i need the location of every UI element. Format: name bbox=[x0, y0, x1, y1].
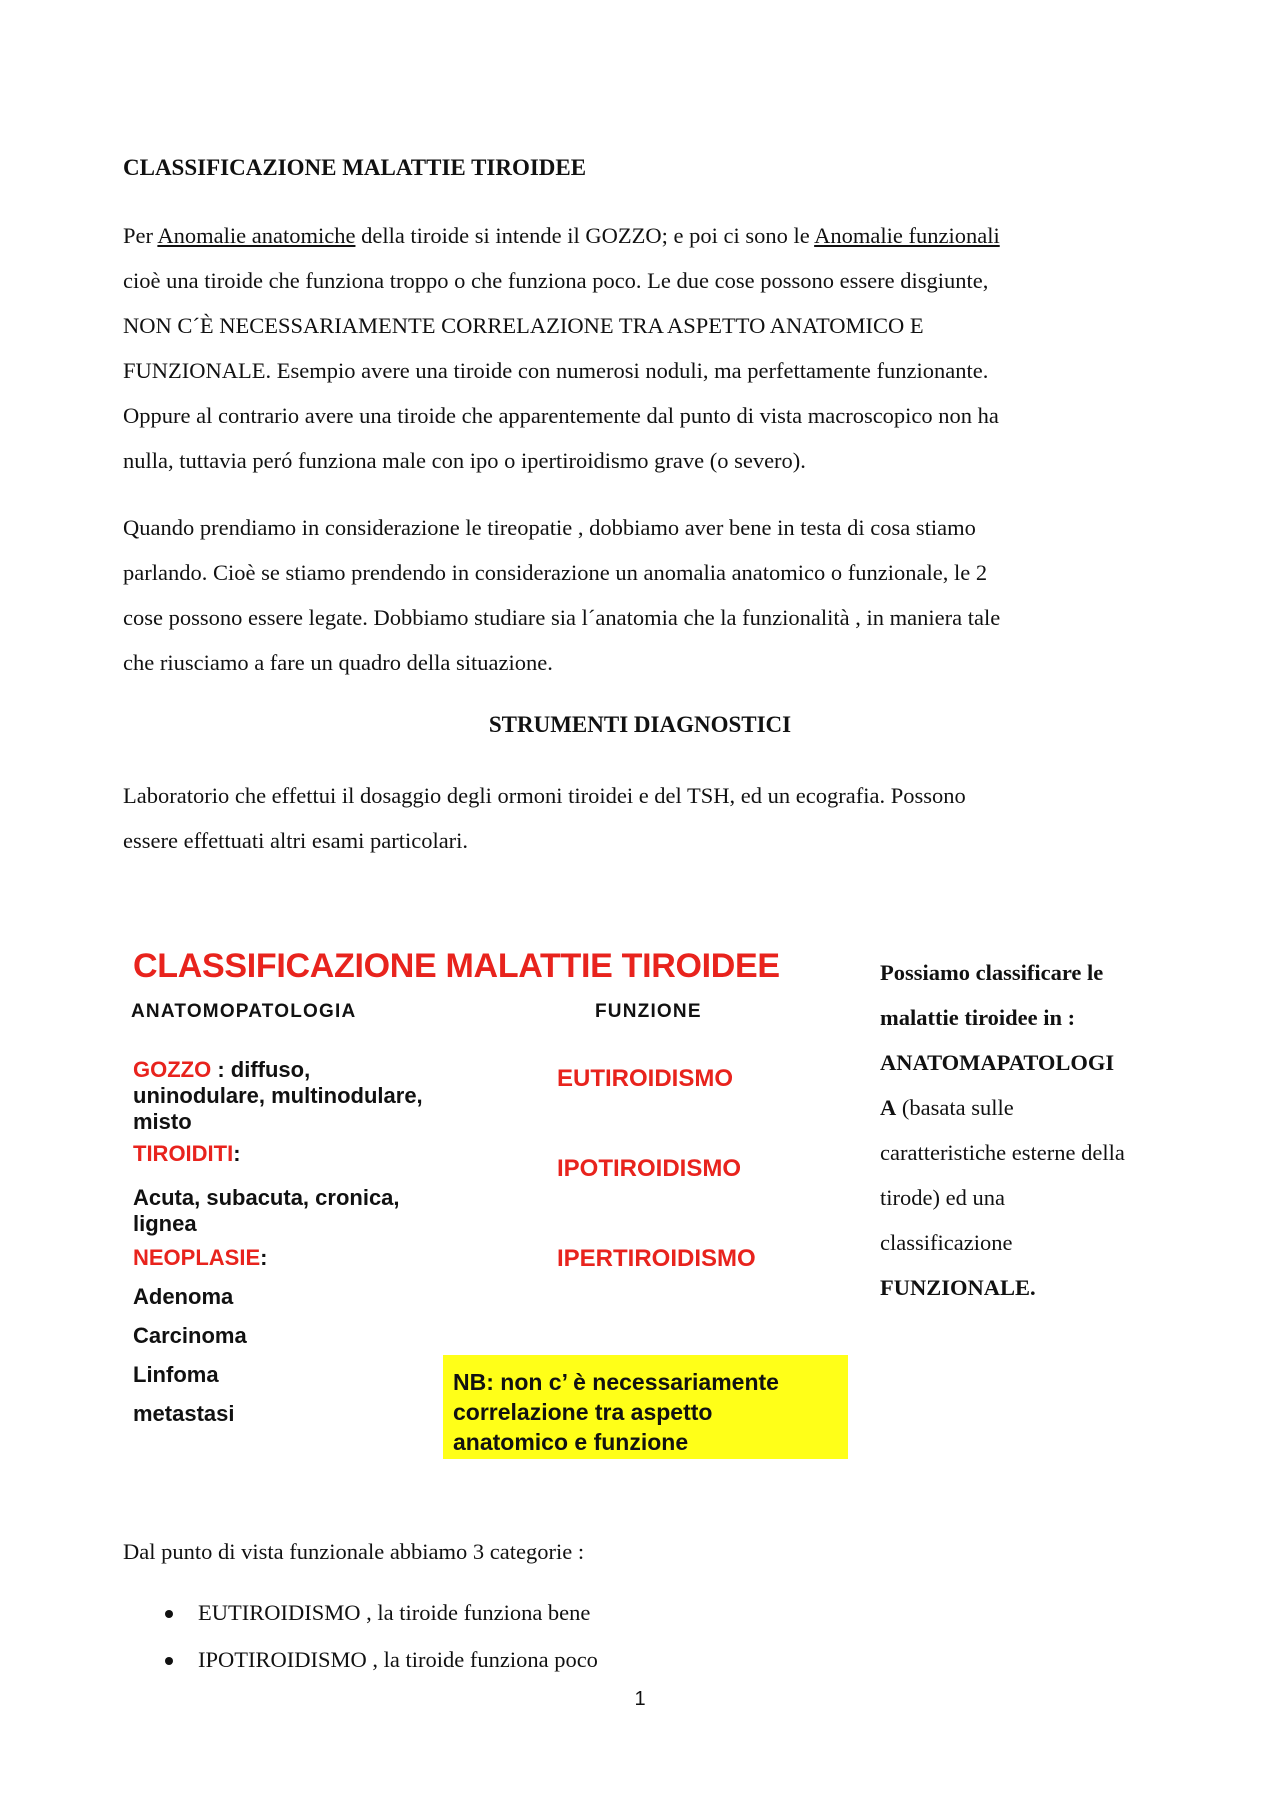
bullet-icon bbox=[165, 1610, 173, 1618]
page-number: 1 bbox=[634, 1688, 646, 1710]
paragraph-tireopatie bbox=[123, 505, 1163, 685]
paragraph-categories bbox=[123, 1529, 1163, 1574]
paragraph-line: essere effettuati altri esami particolari. bbox=[123, 828, 469, 853]
note-line: correlazione tra aspetto bbox=[453, 1399, 713, 1425]
tiroiditi-types: lignea bbox=[133, 1211, 197, 1236]
text-run: A bbox=[880, 1095, 897, 1120]
bullet-text: IPOTIROIDISMO , la tiroide funziona poco bbox=[198, 1647, 598, 1672]
paragraph-line: FUNZIONALE. Esempio avere una tiroide con numerosi noduli, ma perfettamente funzionante. bbox=[123, 358, 989, 383]
paragraph-line: Dal punto di vista funzionale abbiamo 3 categorie : bbox=[123, 1539, 585, 1564]
classification-slide bbox=[123, 935, 863, 1475]
side-line: caratteristiche esterne della bbox=[880, 1140, 1125, 1165]
paragraph-line: Oppure al contrario avere una tiroide che apparentemente dal punto di vista macroscopico non ha bbox=[123, 403, 999, 428]
text-run: (basata sulle bbox=[896, 1095, 1014, 1120]
paragraph-line: cose possono essere legate. Dobbiamo studiare sia l´anatomia che la funzionalità , in maniera tale bbox=[123, 605, 1001, 630]
tiroiditi-label: TIROIDITI bbox=[133, 1141, 234, 1166]
paragraph-line: nulla, tuttavia peró funziona male con ipo o ipertiroidismo grave (o severo). bbox=[123, 448, 806, 473]
side-explanation bbox=[880, 950, 1180, 1310]
note-line: NB: non c’ è necessariamente bbox=[453, 1369, 779, 1395]
note-text bbox=[453, 1367, 779, 1457]
neoplasie-label: NEOPLASIE bbox=[133, 1245, 261, 1270]
paragraph-line: NON C´È NECESSARIAMENTE CORRELAZIONE TRA ASPETTO ANATOMICO E bbox=[123, 313, 924, 338]
gozzo-desc: uninodulare, multinodulare, bbox=[133, 1083, 423, 1108]
label-colon: : bbox=[260, 1245, 268, 1270]
slide-title: CLASSIFICAZIONE MALATTIE TIROIDEE bbox=[133, 947, 780, 985]
text-run: Per bbox=[123, 223, 158, 248]
gozzo-desc: misto bbox=[133, 1109, 192, 1134]
side-line bbox=[880, 1085, 1180, 1130]
paragraph-line: parlando. Cioè se stiamo prendendo in considerazione un anomalia anatomico o funzionale, le 2 bbox=[123, 560, 988, 585]
side-line: classificazione bbox=[880, 1230, 1013, 1255]
neoplasia-item: Carcinoma bbox=[133, 1323, 247, 1348]
side-line: FUNZIONALE. bbox=[880, 1275, 1036, 1300]
side-line: Possiamo classificare le bbox=[880, 960, 1104, 985]
gozzo-label: GOZZO bbox=[133, 1057, 212, 1082]
gozzo-desc: : diffuso, bbox=[211, 1057, 311, 1082]
neoplasia-item: Linfoma bbox=[133, 1362, 219, 1387]
paragraph-diagnostics bbox=[123, 773, 1163, 863]
side-line: malattie tiroidee in : bbox=[880, 1005, 1076, 1030]
gozzo-entry bbox=[133, 1057, 423, 1135]
underlined-term-anatomical: Anomalie anatomiche bbox=[157, 223, 356, 248]
paragraph-line: cioè una tiroide che funziona troppo o che funziona poco. Le due cose possono essere disgiunte, bbox=[123, 268, 989, 293]
note-box bbox=[443, 1355, 848, 1459]
neoplasia-item: Adenoma bbox=[133, 1284, 234, 1309]
text-run: della tiroide si intende il GOZZO; e poi ci sono le bbox=[355, 223, 815, 248]
neoplasie-label-line bbox=[133, 1245, 267, 1271]
bullet-text: EUTIROIDISMO , la tiroide funziona bene bbox=[198, 1600, 591, 1625]
paragraph-line bbox=[123, 213, 1163, 258]
column-header-anatomopathology: ANATOMOPATOLOGIA bbox=[131, 1001, 357, 1022]
tiroiditi-types: Acuta, subacuta, cronica, bbox=[133, 1185, 400, 1210]
paragraph-anomalies bbox=[123, 213, 1163, 483]
section-title: STRUMENTI DIAGNOSTICI bbox=[488, 712, 792, 737]
document-title: CLASSIFICAZIONE MALATTIE TIROIDEE bbox=[123, 155, 587, 180]
tiroiditi-label-line bbox=[133, 1141, 241, 1167]
paragraph-line: che riusciamo a fare un quadro della situazione. bbox=[123, 650, 553, 675]
function-item-ipertiroidismo: IPERTIROIDISMO bbox=[557, 1245, 756, 1272]
note-line: anatomico e funzione bbox=[453, 1429, 689, 1455]
label-colon: : bbox=[233, 1141, 241, 1166]
paragraph-line: Laboratorio che effettui il dosaggio degli ormoni tiroidei e del TSH, ed un ecografia. Possono bbox=[123, 783, 966, 808]
neoplasia-item: metastasi bbox=[133, 1401, 235, 1426]
bullet-icon bbox=[165, 1657, 173, 1665]
underlined-term-functional: Anomalie funzionali bbox=[814, 223, 1000, 248]
paragraph-line: Quando prendiamo in considerazione le tireopatie , dobbiamo aver bene in testa di cosa stiamo bbox=[123, 515, 976, 540]
tiroiditi-list bbox=[133, 1185, 400, 1237]
function-item-eutiroidismo: EUTIROIDISMO bbox=[557, 1065, 734, 1092]
column-header-function: FUNZIONE bbox=[595, 1001, 702, 1022]
function-item-ipotiroidismo: IPOTIROIDISMO bbox=[557, 1155, 742, 1182]
side-line: ANATOMAPATOLOGI bbox=[880, 1050, 1115, 1075]
side-line: tirode) ed una bbox=[880, 1185, 1005, 1210]
